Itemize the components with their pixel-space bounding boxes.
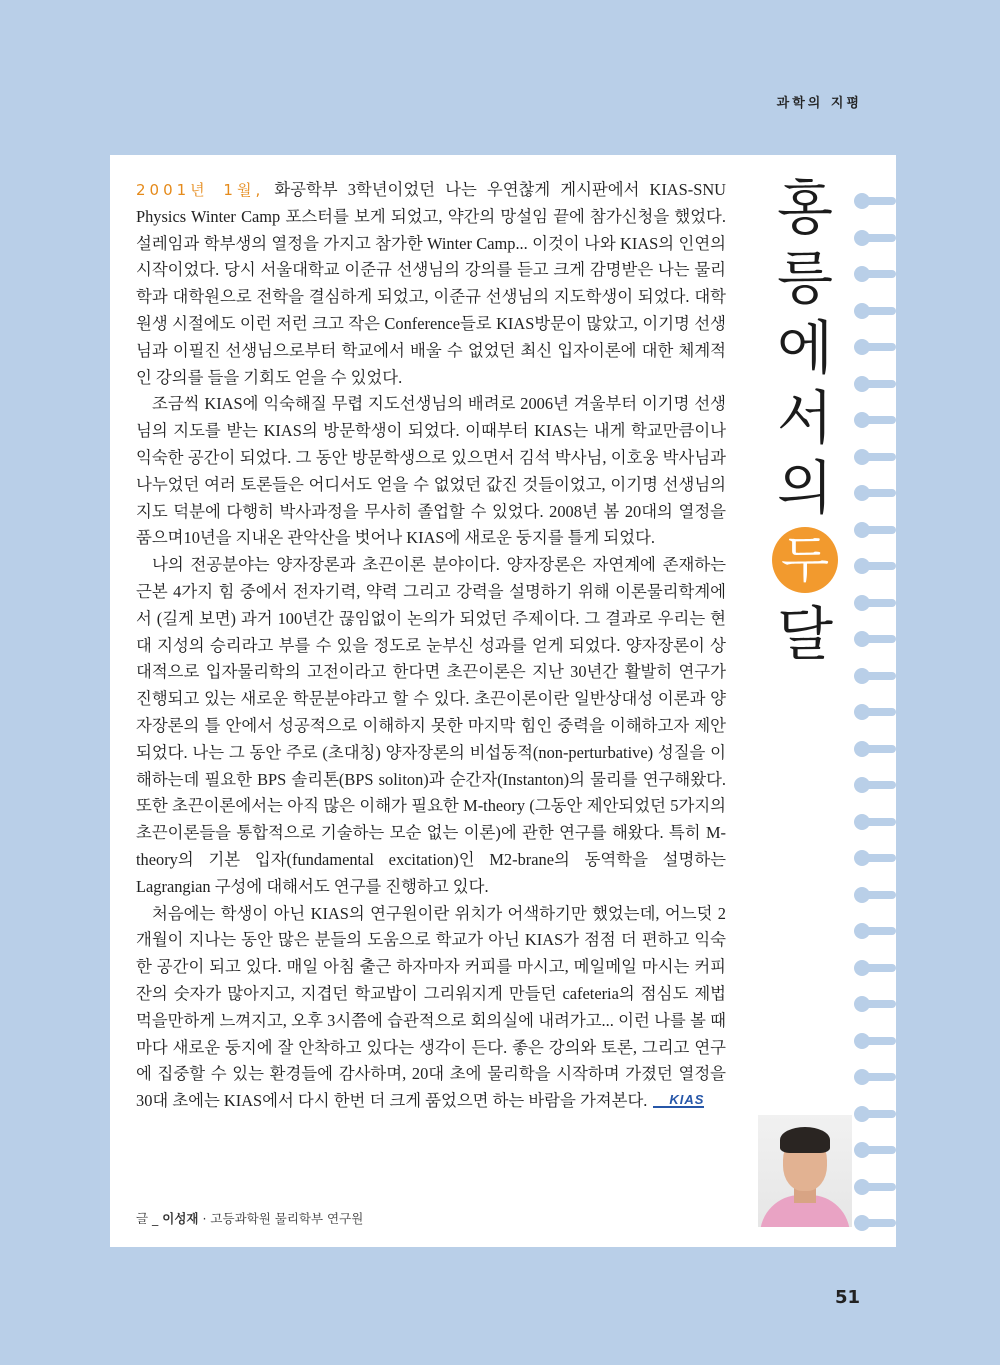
paragraph-1-text: 화공학부 3학년이었던 나는 우연찮게 게시판에서 KIAS-SNU Physics Winter Camp 포스터를 보게 되었고, 약간의 망설임 끝에 참가신청을 했었다. 설레임과 학부생의 열정을 가지고 참가한 Winter Camp... 이것이 나와 KIAS의 인연의 시작이었다. 당시 서울대학교 이준규 선생님의 강의를 듣고 크게 감명받은 나는 물리학과 대학원으로 전학을 결심하게 되었고, 이준규 선생님의 지도학생이 되었다. 대학원생 시절에도 이런 저런 크고 작은 Conference들로 KIAS방문이 많았고, 이기명 선생님과 이필진 선생님으로부터 학교에서 배울 수 없었던 최신 입자이론에 대한 체계적인 강의를 들을 기회도 얻을 수 있었다. [136, 180, 726, 387]
author-name: 이성재 [162, 1211, 199, 1226]
binder-ring [862, 635, 896, 643]
binder-ring [862, 745, 896, 753]
paragraph-4-text: 처음에는 학생이 아닌 KIAS의 연구원이란 위치가 어색하기만 했었는데, 어느덧 2개월이 지나는 동안 많은 분들의 도움으로 학교가 아닌 KIAS가 점점 더 편하고 익숙한 공간이 되고 있다. 매일 아침 출근 하자마자 커피를 마시고, 메일메일 마시는 커피잔의 숫자가 많아지고, 지겹던 학교밥이 그리워지게 만들던 cafeteria의 점심도 제법 먹을만하게 느껴지고, 오후 3시쯤에 습관적으로 회의실에 내려가고... 이런 나를 볼 때마다 새로운 둥지에 잘 안착하고 있다는 생각이 든다. 좋은 강의와 토론, 그리고 연구에 집중할 수 있는 환경들에 감사하며, 20대 초에 물리학을 시작하며 가졌던 열정을 30대 초에는 KIAS에서 다시 한번 더 크게 품었으면 하는 바람을 가져본다. [136, 903, 726, 1111]
binder-ring [862, 1037, 896, 1045]
title-char: 서 [776, 384, 834, 452]
binder-ring [862, 380, 896, 388]
author-affiliation: · 고등과학원 물리학부 연구원 [198, 1211, 364, 1226]
paragraph-2: 조금씩 KIAS에 익숙해질 무렵 지도선생님의 배려로 2006년 겨울부터 이기명 선생님의 지도를 받는 KIAS의 방문학생이 되었다. 이때부터 KIAS는 내게 학교만큼이나 익숙한 공간이 되었다. 그 동안 방문학생으로 있으면서 김석 박사님, 이호웅 박사님과 나누었던 여러 토론들은 어디서도 얻을 수 없었던 값진 것들이었고, 이기명 선생님의 지도 덕분에 다행히 박사과정을 무사히 졸업할 수 있었다. 2008년 봄 20대의 열정을 품으며10년을 지내온 관악산을 벗어나 KIAS에 새로운 둥지를 틀게 되었다. [136, 394, 726, 548]
binder-ring [862, 854, 896, 862]
paragraph-4 [136, 901, 726, 1115]
article-body [136, 177, 726, 1115]
binder-ring [862, 818, 896, 826]
lead-date: 2001년 1월, [136, 181, 265, 199]
kias-logo: KIAS [653, 1093, 704, 1108]
section-label: 과학의 지평 [776, 96, 862, 111]
title-char: 달 [776, 600, 834, 668]
binder-ring [862, 891, 896, 899]
page-number: 51 [834, 1287, 860, 1308]
binder-ring [862, 562, 896, 570]
binder-ring [862, 453, 896, 461]
title-char: 의 [776, 454, 834, 522]
byline-prefix: 글 _ [136, 1211, 163, 1226]
binder-ring [862, 270, 896, 278]
binder-ring [862, 1219, 896, 1227]
binder-ring [862, 416, 896, 424]
title-char: 릉 [776, 244, 834, 312]
binder-ring [862, 307, 896, 315]
article-page [110, 155, 896, 1247]
binder-ring [862, 672, 896, 680]
byline [136, 1209, 363, 1227]
binder-ring [862, 1000, 896, 1008]
paragraph-3: 나의 전공분야는 양자장론과 초끈이론 분야이다. 양자장론은 자연계에 존재하는 근본 4가지 힘 중에서 전자기력, 약력 그리고 강력을 설명하기 위해 이론물리학계에서 (길게 보면) 과거 100년간 끊임없이 논의가 되었던 주제이다. 그 결과로 우리는 현대 지성의 승리라고 부를 수 있을 정도로 눈부신 성과를 얻게 되었다. 양자장론이 상대적으로 입자물리학의 고전이라고 한다면 초끈이론은 지난 30년간 활발히 연구가 진행되고 있는 새로운 학문분야라고 할 수 있다. 초끈이론이란 일반상대성 이론과 양자장론의 틀 안에서 성공적으로 이해하지 못한 마지막 힘인 중력을 이해하고자 제안되었다. 나는 그 동안 주로 (초대칭) 양자장론의 비섭동적(non-perturbative) 성질을 이해하는데 필요한 BPS 솔리톤(BPS soliton)과 순간자(Instanton)의 물리를 연구해왔다. 또한 초끈이론에서는 아직 많은 이해가 필요한 M-theory (그동안 제안되었던 5가지의 초끈이론들을 통합적으로 기술하는 모순 없는 이론)에 관한 연구를 해왔다. 특히 M-theory의 기본 입자(fundamental excitation)인 M2-brane의 동역학을 설명하는 Lagrangian 구성에 대해서도 연구를 진행하고 있다. [136, 555, 726, 896]
paragraph-1 [136, 177, 726, 391]
binder-ring [862, 599, 896, 607]
binder-ring [862, 197, 896, 205]
binder-ring [862, 489, 896, 497]
author-photo [758, 1115, 852, 1227]
binder-ring [862, 1073, 896, 1081]
binder-ring [862, 234, 896, 242]
binder-ring [862, 708, 896, 716]
binder-ring [862, 781, 896, 789]
binder-ring [862, 1110, 896, 1118]
article-title [760, 173, 850, 669]
title-char: 두 [772, 527, 838, 593]
binder-ring [862, 1183, 896, 1191]
binder-ring [862, 1146, 896, 1154]
binder-ring [862, 927, 896, 935]
title-char: 에 [776, 314, 834, 382]
binder-ring [862, 526, 896, 534]
title-char: 홍 [776, 174, 834, 242]
binder-ring [862, 343, 896, 351]
binder-ring [862, 964, 896, 972]
